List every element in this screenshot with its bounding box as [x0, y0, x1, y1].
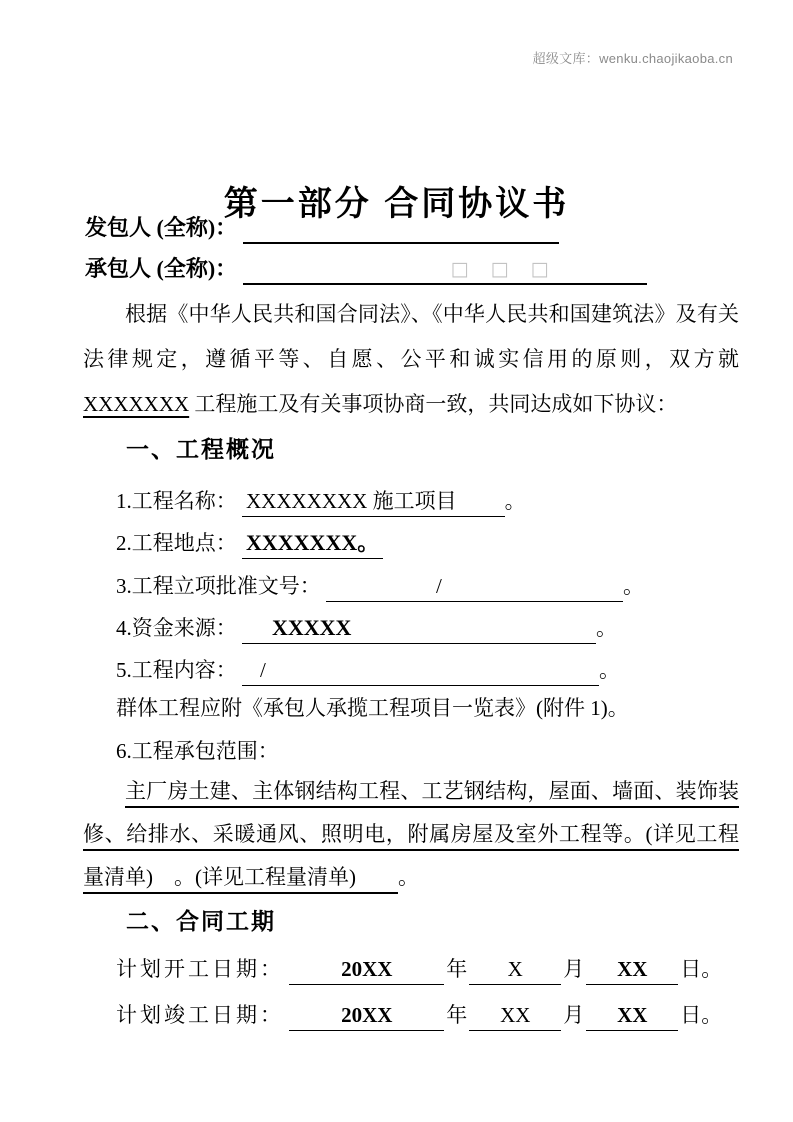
- finish-month-field: [469, 1000, 561, 1031]
- watermark: 超级文库：wenku.chaojikaoba.cn: [532, 51, 733, 66]
- start-date-label: 计划开工日期：: [116, 957, 284, 981]
- finish-month-value: XX: [500, 1003, 531, 1027]
- year-unit: 年: [446, 957, 468, 981]
- approval-number-value: /: [436, 574, 442, 598]
- group-project-note: 群体工程应附《承包人承揽工程项目一览表》(附件 1)。: [116, 696, 629, 720]
- project-content-value: /: [260, 658, 266, 682]
- funding-source-label: 4.资金来源：: [116, 616, 237, 640]
- project-content-label: 5.工程内容：: [116, 658, 237, 682]
- project-name-label: 1.工程名称：: [116, 489, 237, 513]
- project-content-period: 。: [599, 658, 620, 682]
- start-day-value: XX: [617, 957, 648, 981]
- approval-number-field: [326, 571, 623, 602]
- employer-label: 发包人 (全称)：: [85, 215, 238, 240]
- funding-source-value: XXXXX: [272, 615, 352, 640]
- finish-date-row: [116, 999, 724, 1031]
- approval-number-period: 。: [623, 574, 644, 598]
- project-name-value: XXXXXXXX 施工项目: [246, 489, 457, 513]
- finish-date-label: 计划竣工日期：: [116, 1003, 284, 1027]
- start-year-field: [289, 954, 444, 985]
- project-location-value: XXXXXXX。: [246, 530, 380, 555]
- funding-source-row: [116, 612, 617, 644]
- project-name-row: [116, 485, 526, 517]
- intro-paragraph: [83, 292, 739, 427]
- project-name-field: [242, 486, 505, 517]
- scope-paragraph: [83, 770, 739, 899]
- finish-day-field: [586, 1000, 678, 1031]
- finish-day-value: XX: [617, 1003, 648, 1027]
- start-year-value: 20XX: [341, 957, 393, 981]
- day-unit-2: 日。: [680, 1003, 723, 1027]
- employer-row: [85, 212, 559, 244]
- contractor-label: 承包人 (全称)：: [85, 256, 238, 281]
- project-location-label: 2.工程地点：: [116, 531, 237, 555]
- section-heading-duration: 二、合同工期: [126, 908, 276, 934]
- month-unit: 月: [563, 957, 585, 981]
- finish-year-value: 20XX: [341, 1003, 393, 1027]
- approval-number-row: [116, 570, 644, 602]
- scope-label: 6.工程承包范围：: [116, 739, 279, 763]
- start-month-value: X: [507, 957, 523, 981]
- placeholder-box-icon: □ □ □: [450, 258, 557, 280]
- finish-year-field: [289, 1000, 444, 1031]
- month-unit-2: 月: [563, 1003, 585, 1027]
- intro-post-text: 工程施工及有关事项协商一致，共同达成如下协议：: [194, 392, 678, 416]
- project-location-field: [242, 528, 383, 559]
- page-title: 第一部分 合同协议书: [223, 184, 570, 223]
- intro-blank-value: XXXXXXX: [83, 392, 190, 416]
- contractor-row: [85, 253, 647, 285]
- project-location-row: [116, 527, 383, 559]
- funding-source-field: [242, 613, 596, 644]
- start-month-field: [469, 954, 561, 985]
- start-date-row: [116, 953, 724, 985]
- contractor-blank-field: [243, 253, 647, 285]
- intro-pre-text: 根据《中华人民共和国合同法》、《中华人民共和国建筑法》及有关法律规定，遵循平等、自愿、公平和诚实信用的原则，双方就: [83, 302, 739, 371]
- funding-source-period: 。: [596, 616, 617, 640]
- approval-number-label: 3.工程立项批准文号：: [116, 574, 321, 598]
- scope-underlined-text: 主厂房土建、主体钢结构工程、工艺钢结构，屋面、墙面、装饰装修、给排水、采暖通风、照明电，附属房屋及室外工程等。(详见工程量清单) 。(详见工程量清单): [83, 779, 739, 889]
- start-day-field: [586, 954, 678, 985]
- project-content-field: [242, 655, 599, 686]
- employer-blank-field: [243, 212, 559, 244]
- section-heading-overview: 一、工程概况: [126, 436, 276, 462]
- scope-period: 。: [397, 865, 419, 889]
- project-name-period: 。: [504, 489, 526, 513]
- day-unit: 日。: [680, 957, 723, 981]
- year-unit-2: 年: [446, 1003, 468, 1027]
- project-content-row: [116, 654, 620, 686]
